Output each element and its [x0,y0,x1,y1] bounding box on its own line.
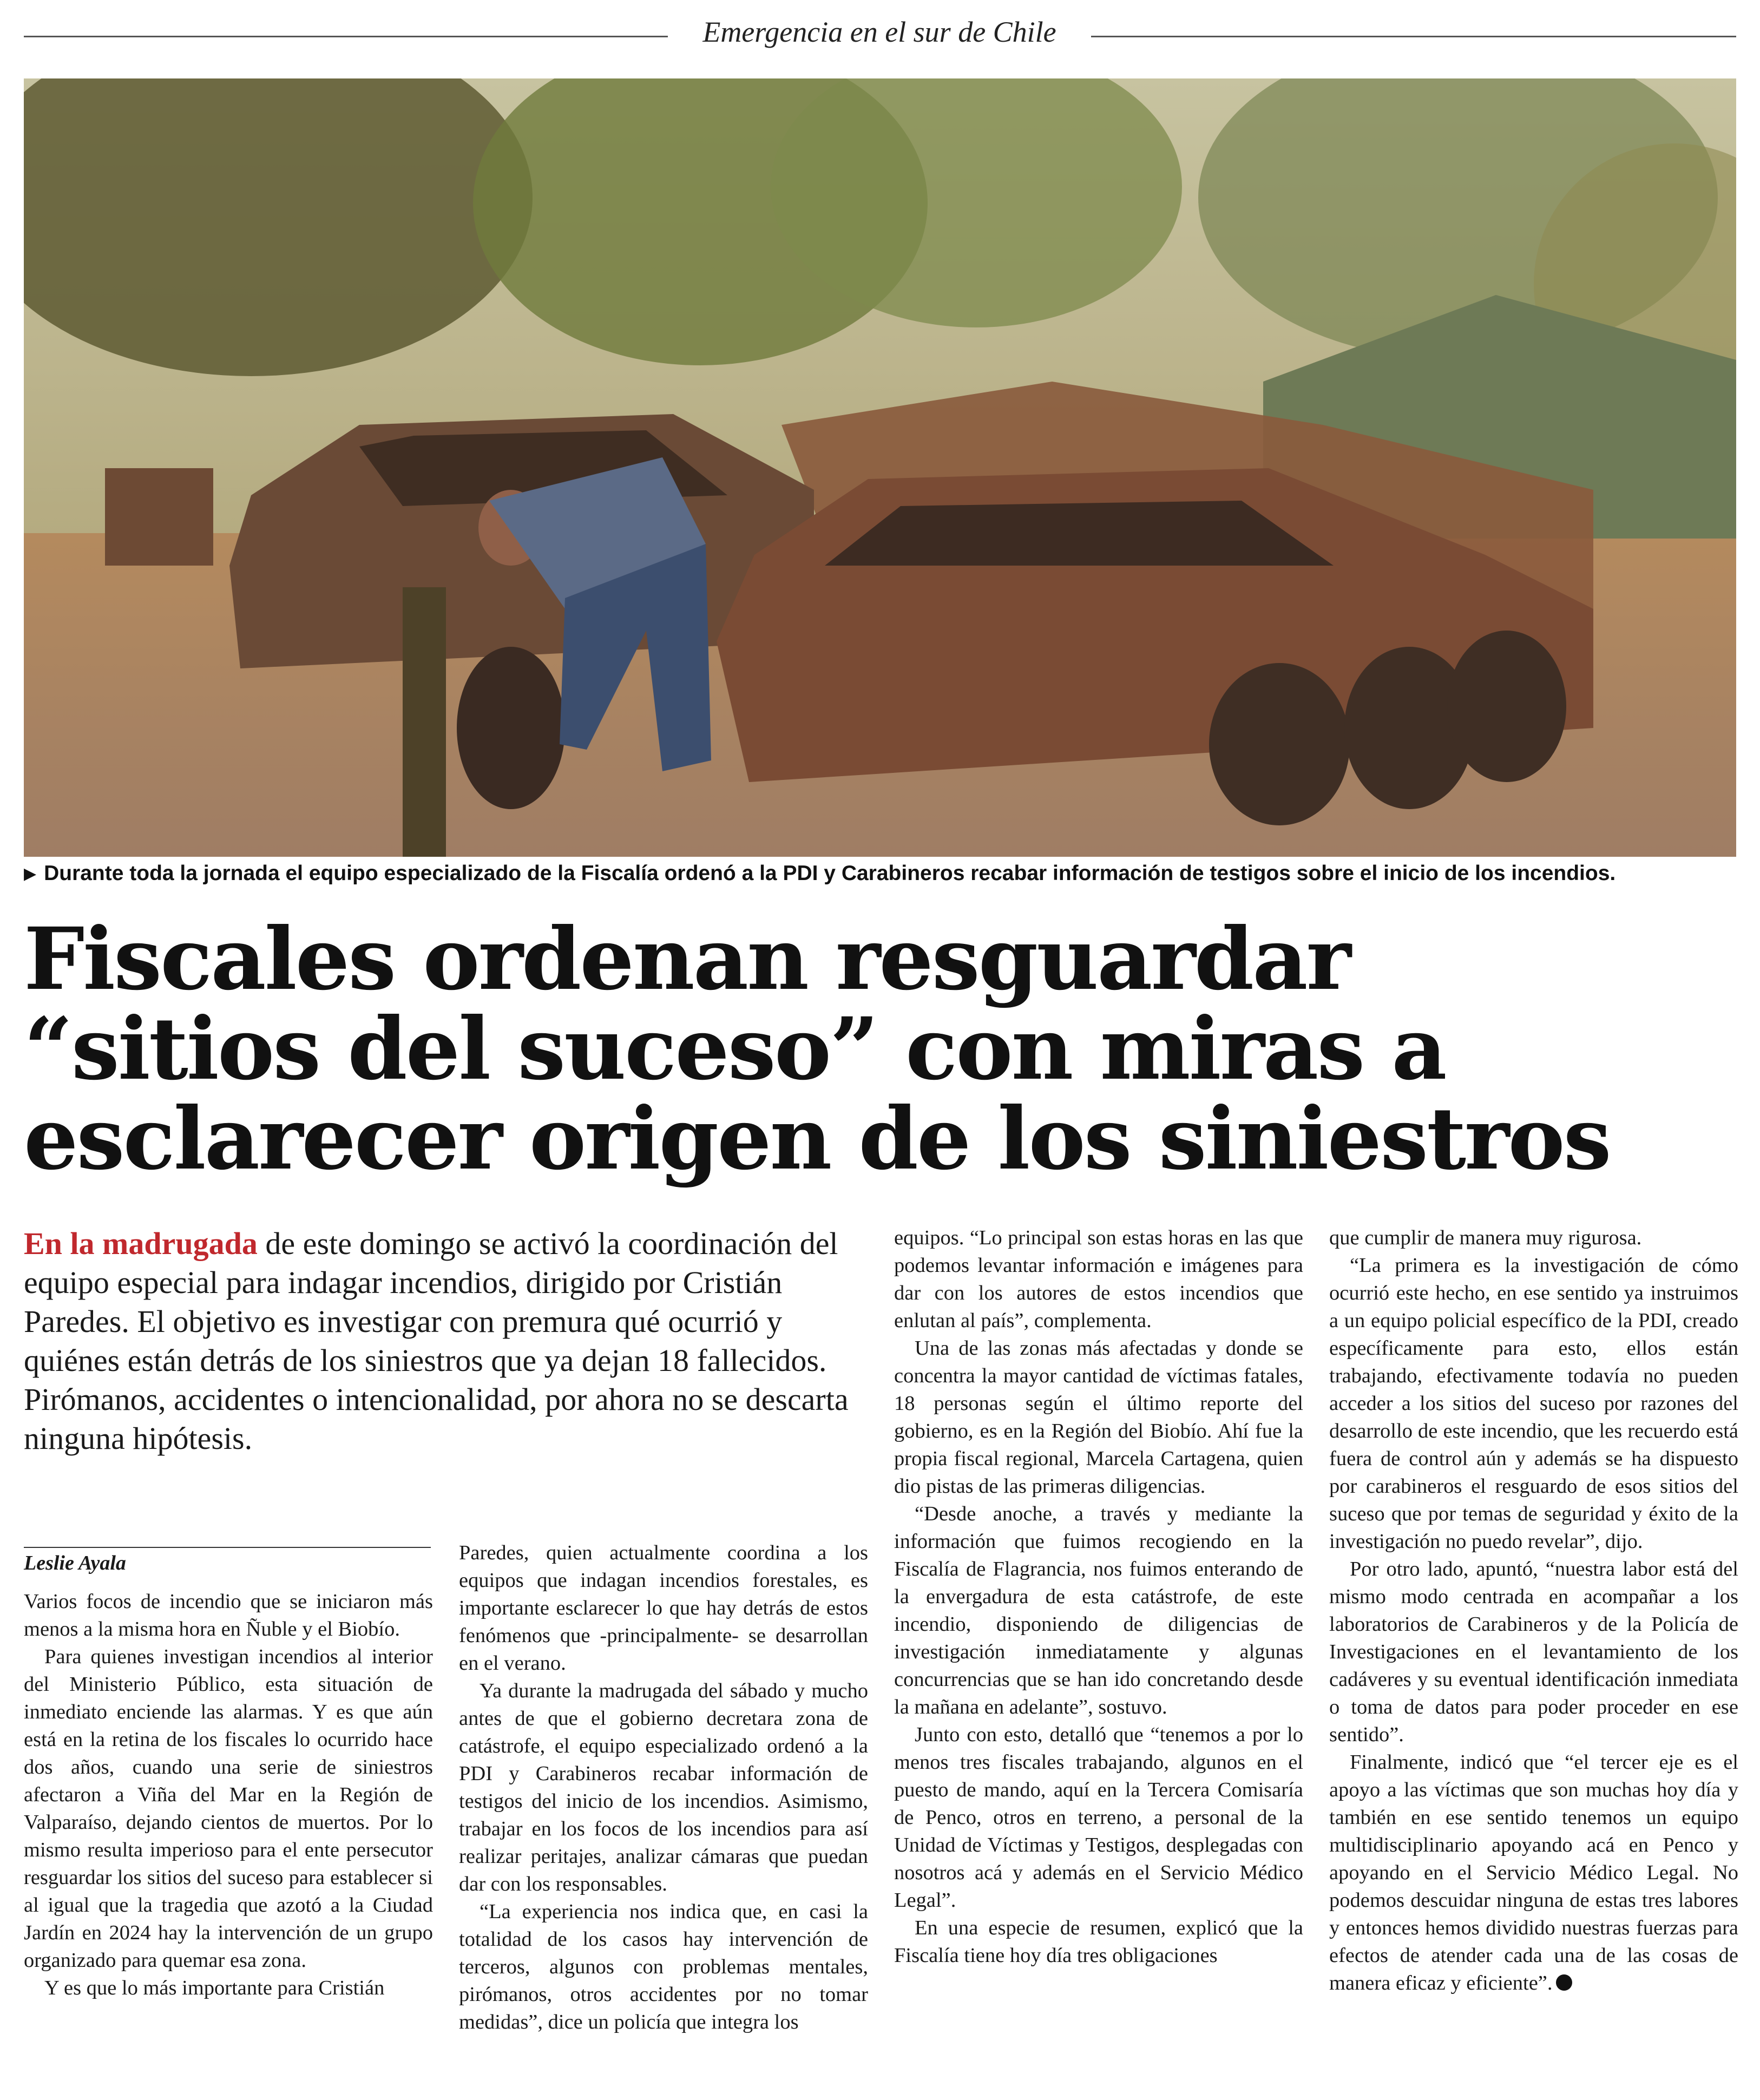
small-shed [105,468,213,566]
wheel-rim-2 [1209,663,1350,825]
body-column-3 [894,1224,1303,1970]
col3-paragraph-3: “Desde anoche, a través y mediante la información que fuimos recogiendo en la Fiscalía de Flagrancia, nos fuimos enterando de la envergadura de esta catástrofe, de este incendio, disponiendo de diligencias de investigación inmediatamente y algunas concurrencias que se han ido concretando desde la mañana en adelante”, sostuvo. [894,1502,1303,1718]
body-column-4 [1329,1224,1738,1997]
caption-arrow-icon: ▶ [24,865,37,883]
col1-paragraph-1: Varios focos de incendio que se iniciaron más menos a la misma hora en Ñuble y el Biobío. [24,1590,433,1640]
col3-paragraph-2: Una de las zonas más afectadas y donde se concentra la mayor cantidad de víctimas fatales, 18 personas según el último reporte del gobierno, es en la Región del Biobío. Ahí fue la propia fiscal regional, Marcela Cartagena, quien dio pistas de las primeras diligencias. [894,1337,1303,1498]
burned-cars-photo [24,78,1736,857]
col2-paragraph-2: Ya durante la madrugada del sábado y mucho antes de que el gobierno decretara zona de catástrofe, el equipo especializado ordenó a la PDI y Carabineros recabar información de testigos del inicio de los incendios. Asimismo, trabajar en los focos de los incendios para así realizar peritajes, analizar cámaras que puedan dar con los responsables. [459,1679,868,1895]
end-mark-icon [1556,1974,1572,1991]
col4-paragraph-2: “La primera es la investigación de cómo ocurrió este hecho, en ese sentido ya instruimos a un equipo policial específico de la PDI, creado específicamente para esto, ellos están trabajando, efectivamente todavía no pueden acceder a los sitios del suceso por razones del desarrollo de este incendio, que les recuerdo está fuera de control aún y además se ha dispuesto por carabineros el resguardo de esos sitios del suceso que por temas de seguridad y éxito de la investigación no puedo revelar”, dijo. [1329,1254,1738,1553]
lead-text: de este domingo se activó la coordinación del equipo especial para indagar incendios, dirigido por Cristián Paredes. El objetivo es investigar con premura qué ocurrió y quiénes están detrás de los siniestros que ya dejan 18 fallecidos. Pirómanos, accidentes o intencionalidad, por ahora no se descarta ninguna hipótesis. [24,1226,849,1456]
wheel-rim-4 [1447,631,1566,782]
byline-rule [24,1547,431,1548]
byline: Leslie Ayala [24,1552,126,1574]
headline-line-1: Fiscales ordenan resguardar [24,909,1350,1009]
col4-final-text: Finalmente, indicó que “el tercer eje es el apoyo a las víctimas que son muchas hoy día y también en ese sentido tenemos un equipo multidisciplinario apoyando acá en Penco y apoyando en el Servicio Médico Legal. No podemos descuidar ninguna de estas tres labores y entonces hemos dividido nuestras fuerzas para efectos de atender cada una de las cosas de manera eficaz y eficiente”. [1329,1751,1738,1994]
caption-text: Durante toda la jornada el equipo especializado de la Fiscalía ordenó a la PDI y Carabineros recabar información de testigos sobre el inicio de los incendios. [44,862,1616,885]
wheel-rim [457,647,565,809]
section-tag: Emergencia en el sur de Chile [702,16,1056,48]
col1-paragraph-3: Y es que lo más importante para Cristián [44,1977,385,1999]
news-photo [24,78,1736,857]
lead-kicker: En la madrugada [24,1226,258,1261]
col2-paragraph-3: “La experiencia nos indica que, en casi la totalidad de los casos hay intervención de terceros, algunos con problemas mentales, pirómanos, otros accidentes por no tomar medidas”, dice un policía que integra los [459,1900,868,2033]
header-rule-right [1091,36,1736,37]
col4-paragraph-4 [1329,1749,1738,1997]
col3-paragraph-5: En una especie de resumen, explicó que la Fiscalía tiene hoy día tres obligaciones [894,1917,1303,1967]
header-rule-left [24,36,668,37]
col4-paragraph-1: que cumplir de manera muy rigurosa. [1329,1226,1642,1249]
headline-line-3: esclarecer origen de los siniestros [24,1089,1610,1189]
col1-paragraph-2: Para quienes investigan incendios al interior del Ministerio Público, esta situación de inmediato enciende las alarmas. Y es que aún está en la retina de los fiscales lo ocurrido hace dos años, cuando una serie de siniestros afectaron a Viña del Mar en la Región de Valparaíso, dejando cientos de muertos. Por lo mismo resulta imperioso para el ente persecutor resguardar los sitios del suceso para establecer si al igual que la tragedia que azotó a la Ciudad Jardín en 2024 hay la intervención de un grupo organizado para quemar esa zona. [24,1645,433,1972]
photo-caption [24,862,1736,885]
body-column-1 [24,1588,433,2002]
col4-paragraph-3: Por otro lado, apuntó, “nuestra labor está del mismo modo centrada en acompañar a los laboratorios de Carabineros y de la Policía de Investigaciones en el levantamiento de los cadáveres y su eventual identificación inmediata o toma de datos para poder proceder en ese sentido”. [1329,1558,1738,1746]
body-column-2 [459,1539,868,2036]
burned-post [403,587,446,857]
col3-paragraph-1: equipos. “Lo principal son estas horas en las que podemos levantar información e imágenes para dar con los autores de estos incendios que enlutan al país”, complementa. [894,1226,1303,1332]
headline [24,909,1736,1189]
col3-paragraph-4: Junto con esto, detalló que “tenemos a por lo menos tres fiscales trabajando, algunos en el puesto de mando, aquí en la Tercera Comisaría de Penco, otros en terreno, a personal de la Unidad de Víctimas y Testigos, desplegadas con nosotros acá y además en el Servicio Médico Legal”. [894,1723,1303,1912]
col2-paragraph-1: Paredes, quien actualmente coordina a los equipos que indagan incendios forestales, es importante esclarecer lo que hay detrás de estos fenómenos que -principalmente- se desarrollan en el verano. [459,1541,868,1675]
lead-paragraph [24,1224,857,1458]
headline-line-2: “sitios del suceso” con miras a [24,999,1446,1099]
